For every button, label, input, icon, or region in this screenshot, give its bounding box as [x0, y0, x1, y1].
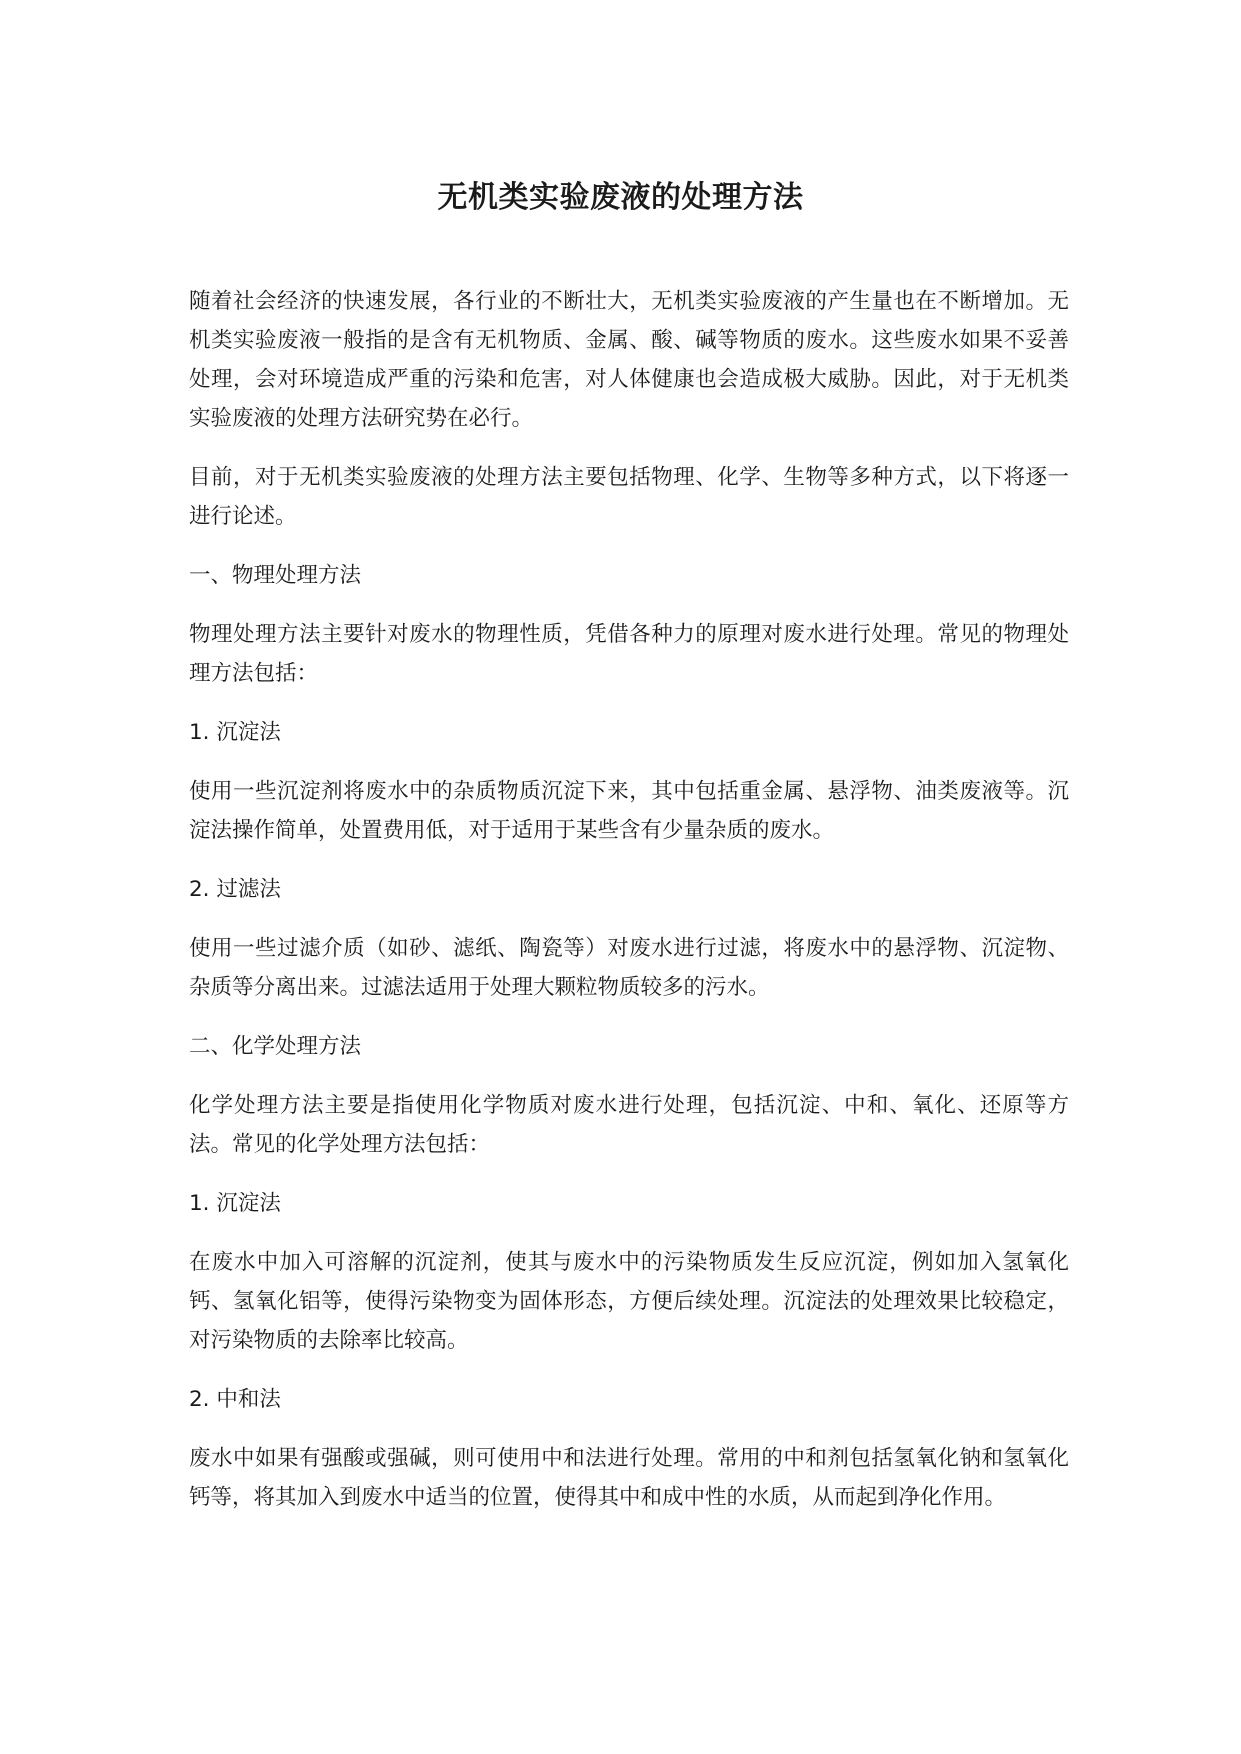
subheading-physical-sedimentation: 1. 沉淀法: [189, 720, 281, 745]
section-heading-physical: 一、物理处理方法: [189, 563, 362, 588]
chemical-intro-paragraph: 化学处理方法主要是指使用化学物质对废水进行处理，包括沉淀、中和、氧化、还原等方法。常见的化学处理方法包括：: [189, 1093, 1069, 1157]
filtration-paragraph: 使用一些过滤介质（如砂、滤纸、陶瓷等）对废水进行过滤，将废水中的悬浮物、沉淀物、杂质等分离出来。过滤法适用于处理大颗粒物质较多的污水。: [189, 936, 1069, 1000]
subheading-chemical-sedimentation: 1. 沉淀法: [189, 1191, 281, 1216]
overview-paragraph: 目前，对于无机类实验废液的处理方法主要包括物理、化学、生物等多种方式，以下将逐一进行论述。: [189, 465, 1069, 529]
document-title: 无机类实验废液的处理方法: [437, 180, 804, 215]
intro-paragraph: 随着社会经济的快速发展，各行业的不断壮大，无机类实验废液的产生量也在不断增加。无机类实验废液一般指的是含有无机物质、金属、酸、碱等物质的废水。这些废水如果不妥善处理，会对环境造成严重的污染和危害，对人体健康也会造成极大威胁。因此，对于无机类实验废液的处理方法研究势在必行。: [189, 289, 1069, 431]
subheading-filtration: 2. 过滤法: [189, 877, 281, 902]
neutralization-paragraph: 废水中如果有强酸或强碱，则可使用中和法进行处理。常用的中和剂包括氢氧化钠和氢氧化钙等，将其加入到废水中适当的位置，使得其中和成中性的水质，从而起到净化作用。: [189, 1446, 1069, 1510]
chemical-sedimentation-paragraph: 在废水中加入可溶解的沉淀剂，使其与废水中的污染物质发生反应沉淀，例如加入氢氧化钙、氢氧化铝等，使得污染物变为固体形态，方便后续处理。沉淀法的处理效果比较稳定，对污染物质的去除率比较高。: [189, 1250, 1069, 1353]
physical-sedimentation-paragraph: 使用一些沉淀剂将废水中的杂质物质沉淀下来，其中包括重金属、悬浮物、油类废液等。沉淀法操作简单，处置费用低，对于适用于某些含有少量杂质的废水。: [189, 779, 1069, 843]
section-heading-chemical: 二、化学处理方法: [189, 1034, 362, 1059]
physical-intro-paragraph: 物理处理方法主要针对废水的物理性质，凭借各种力的原理对废水进行处理。常见的物理处理方法包括：: [189, 622, 1069, 686]
subheading-neutralization: 2. 中和法: [189, 1387, 281, 1412]
document-body: [189, 282, 1069, 1537]
